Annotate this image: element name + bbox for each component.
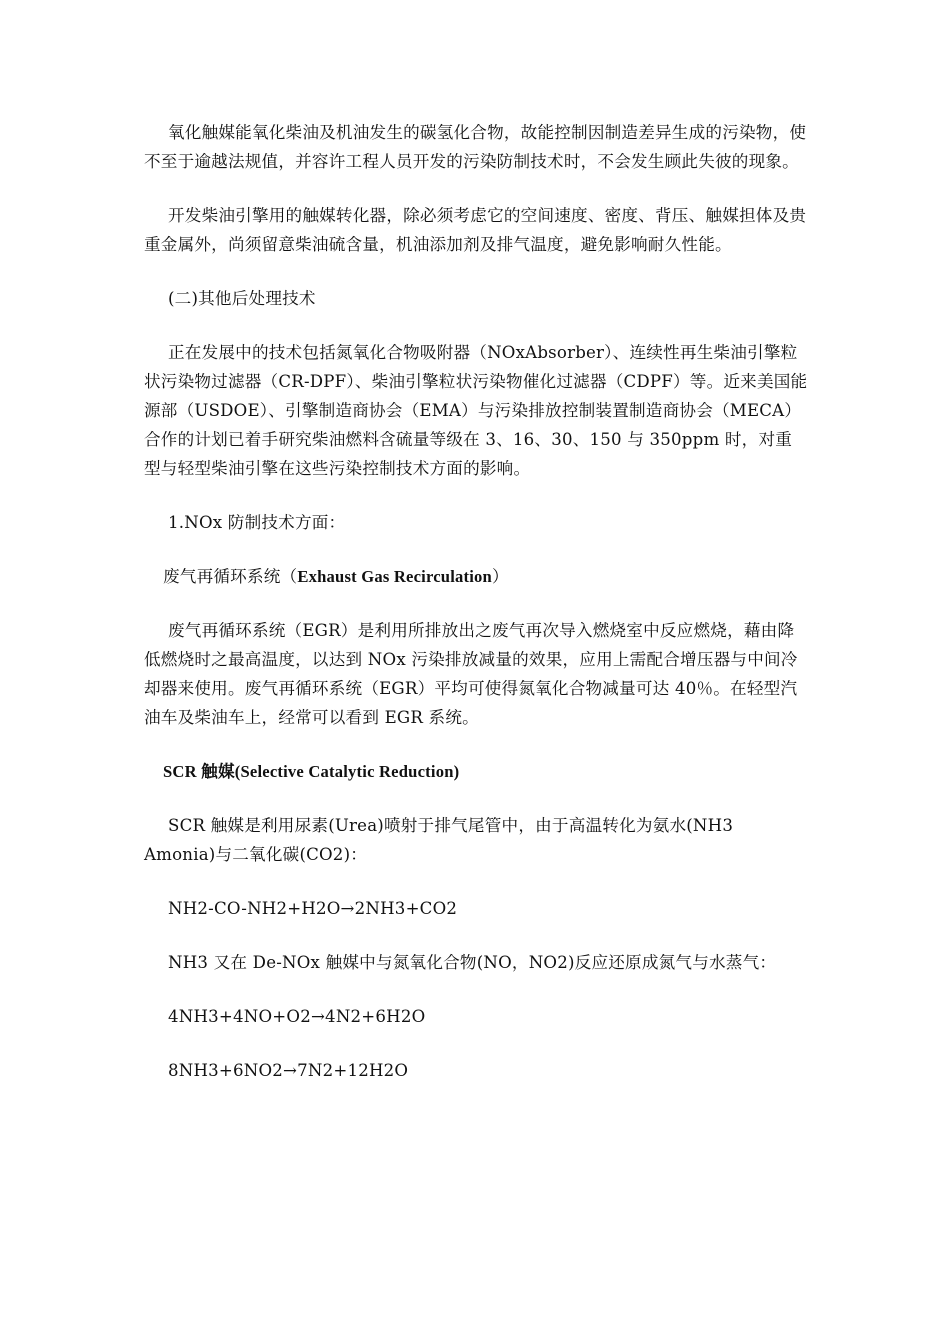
paragraph-catalytic-converter: 开发柴油引擎用的触媒转化器，除必须考虑它的空间速度、密度、背压、触媒担体及贵重金属外，尚须留意柴油硫含量，机油添加剂及排气温度，避免影响耐久性能。 [144, 206, 807, 254]
paragraph-scr: SCR 触媒是利用尿素(Urea)喷射于排气尾管中，由于高温转化为氨水(NH3 Amonia)与二氧化碳(CO2)： [144, 816, 734, 864]
paragraph-egr: 废气再循环系统（EGR）是利用所排放出之废气再次导入燃烧室中反应燃烧，藉由降低燃烧时之最高温度，以达到 NOx 污染排放减量的效果，应用上需配合增压器与中间冷却器来使用。废气再循环系统（EGR）平均可使得氮氧化合物减量可达 40％。在轻型汽油车及柴油车上，经常可以看到 EGR 系统。 [144, 621, 798, 727]
document-body [144, 118, 808, 1085]
egr-heading-close: ） [491, 567, 509, 586]
paragraph-oxidation-catalyst: 氧化触媒能氧化柴油及机油发生的碳氢化合物，故能控制因制造差异生成的污染物，使不至于逾越法规值，并容许工程人员开发的污染防制技术时，不会发生顾此失彼的现象。 [144, 123, 807, 171]
equation-no2: 8NH3+6NO2→7N2+12H2O [168, 1061, 409, 1080]
scr-heading: SCR 触媒(Selective Catalytic Reduction) [163, 762, 460, 781]
paragraph-nh3-reaction: NH3 又在 De-NOx 触媒中与氮氧化合物(NO，NO2)反应还原成氮气与水蒸气： [168, 953, 777, 972]
section-heading-other-treatment: (二)其他后处理技术 [168, 289, 316, 308]
egr-heading-en: Exhaust Gas Recirculation [297, 567, 492, 586]
equation-no: 4NH3+4NO+O2→4N2+6H2O [168, 1007, 426, 1026]
paragraph-developing-technologies: 正在发展中的技术包括氮氧化合物吸附器（NOxAbsorber）、连续性再生柴油引擎粒状污染物过滤器（CR-DPF）、柴油引擎粒状污染物催化过滤器（CDPF）等。近来美国能源部（USDOE）、引擎制造商协会（EMA）与污染排放控制装置制造商协会（MECA）合作的计划已着手研究柴油燃料含硫量等级在 3、16、30、150 与 350ppm 时，对重型与轻型柴油引擎在这些污染控制技术方面的影响。 [144, 343, 808, 478]
egr-heading [144, 562, 808, 591]
section-heading-nox: 1.NOx 防制技术方面： [168, 513, 346, 532]
egr-heading-cn: 废气再循环系统（ [163, 567, 298, 586]
equation-urea: NH2-CO-NH2+H2O→2NH3+CO2 [168, 899, 458, 918]
